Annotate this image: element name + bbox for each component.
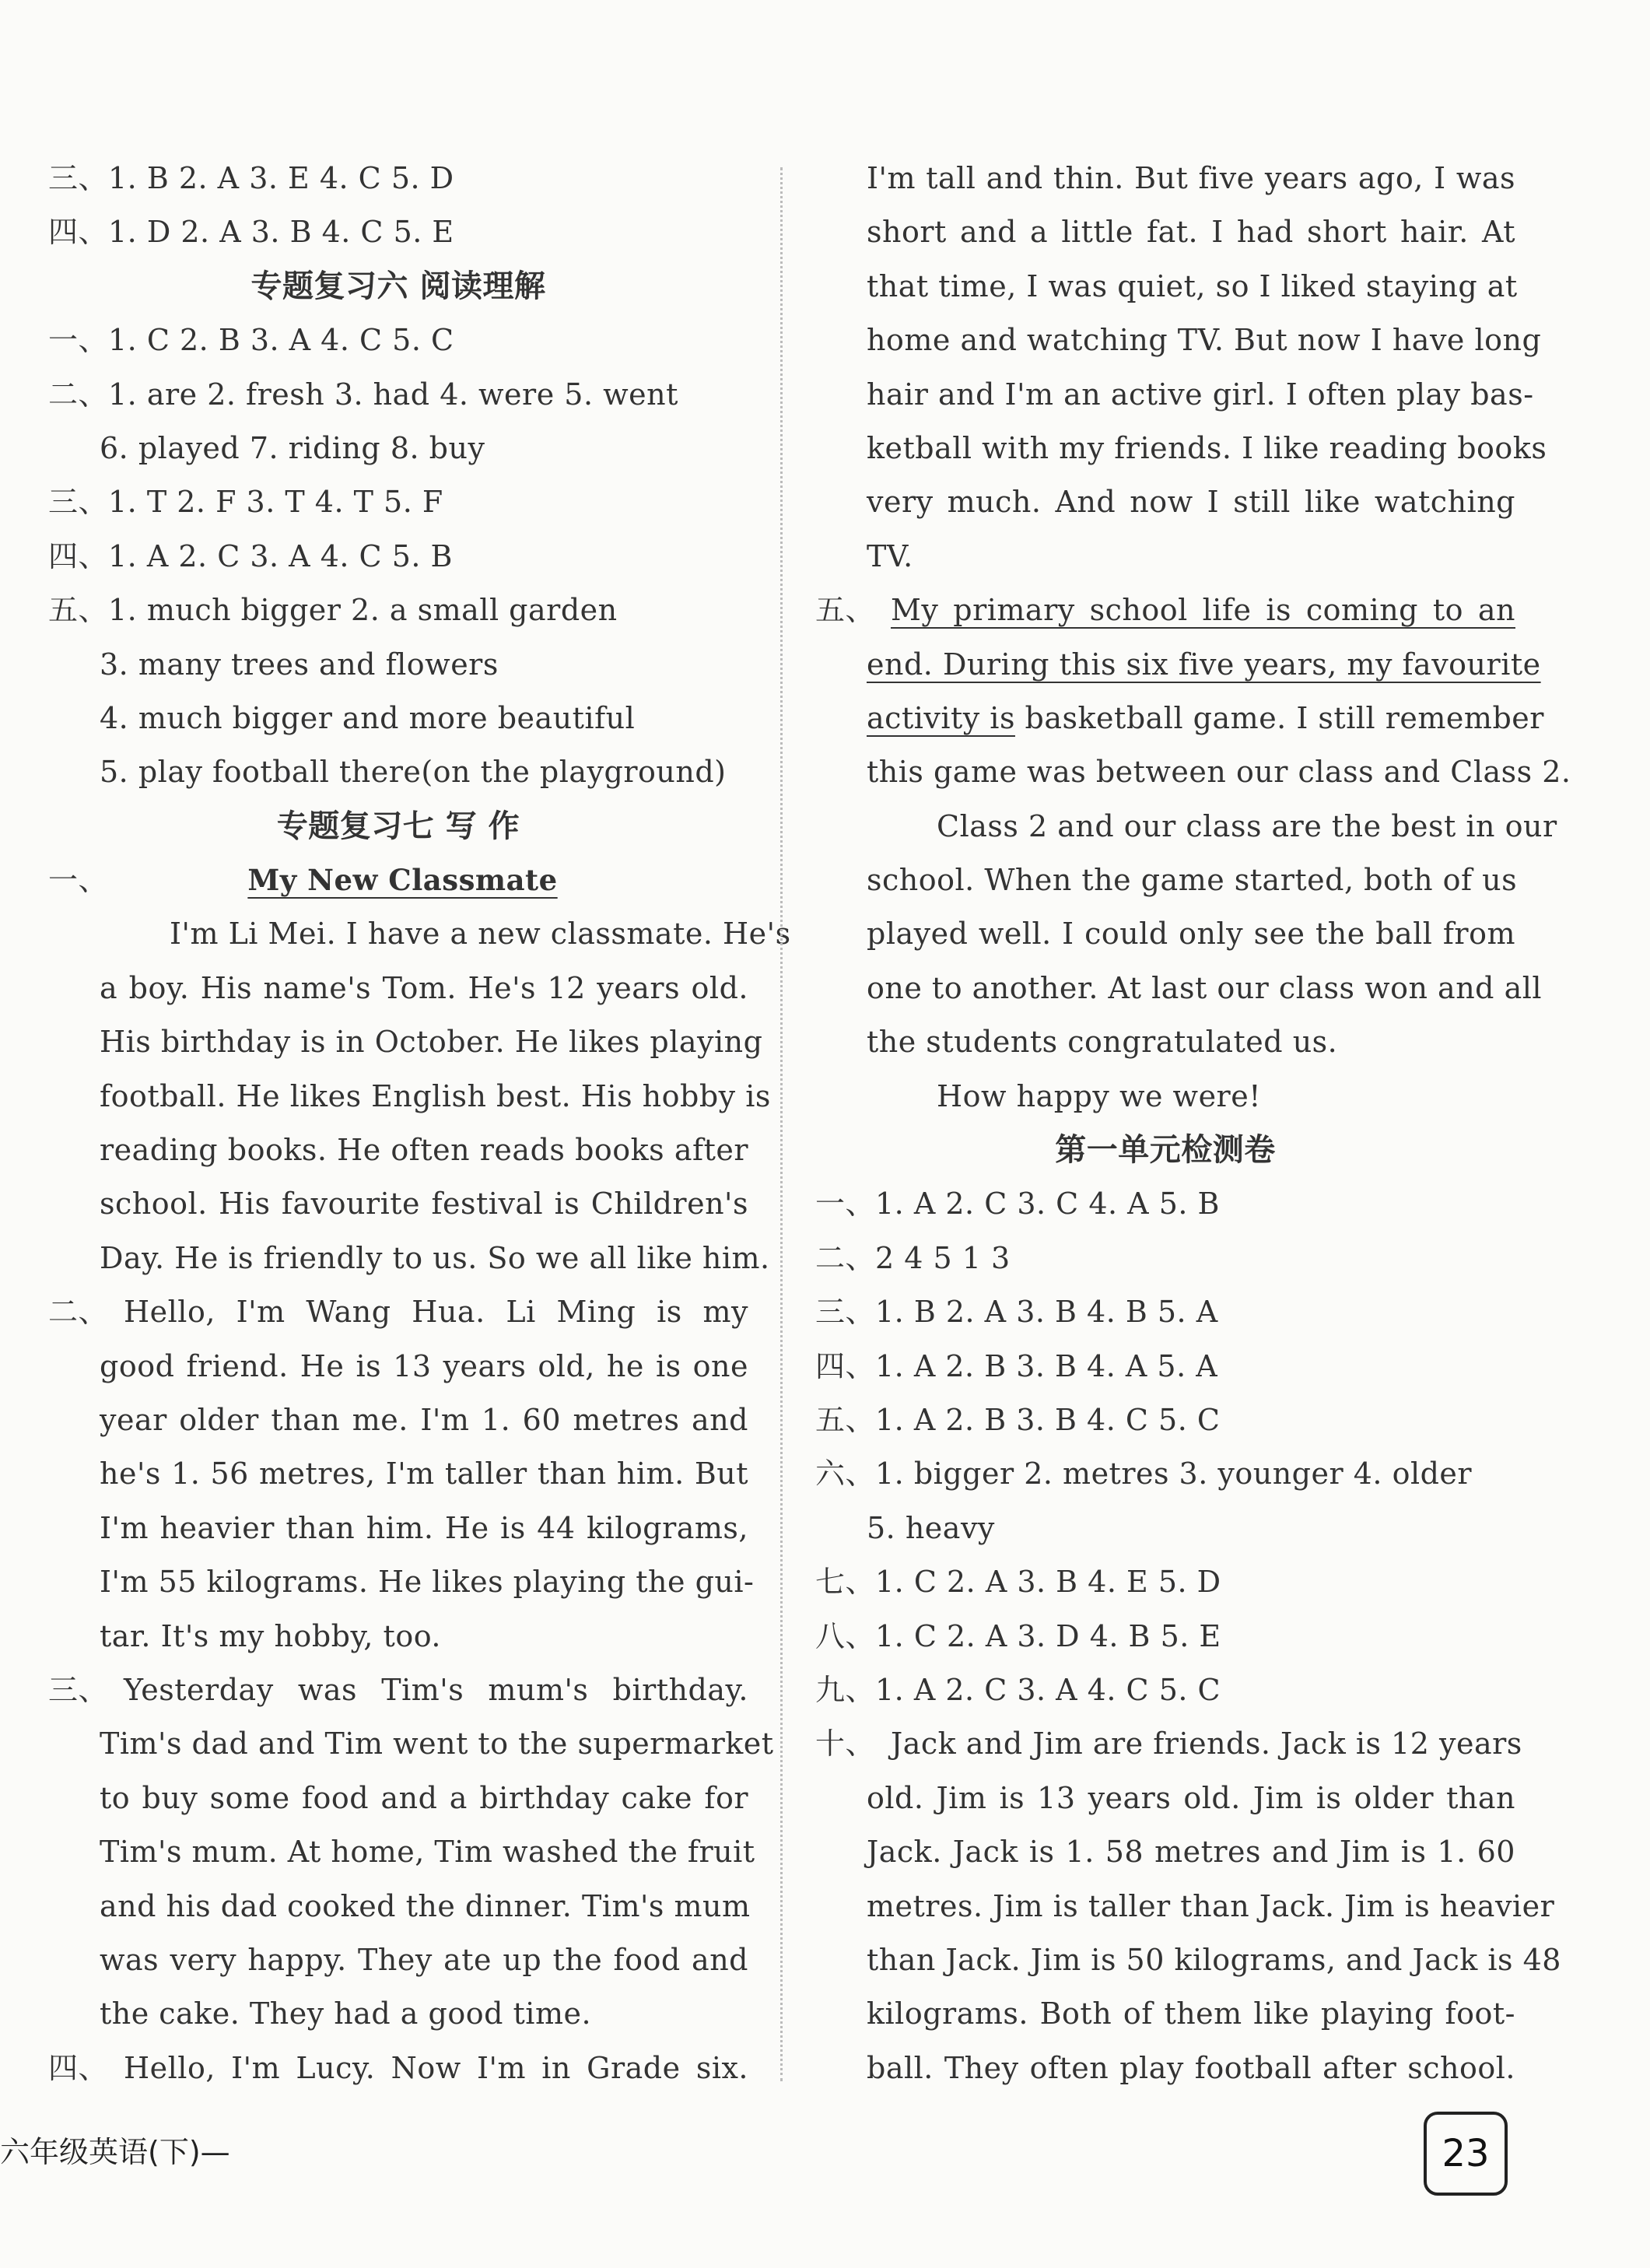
- text-line: a boy. His name's Tom. He's 12 years old.: [100, 970, 748, 1005]
- text-line: Class 2 and our class are the best in our: [937, 808, 1557, 843]
- text-line: old. Jim is 13 years old. Jim is older than: [867, 1780, 1515, 1815]
- text-line: [815, 584, 1515, 637]
- text-line: tar. It's my hobby, too.: [100, 1618, 441, 1653]
- text-line: 四、1. A 2. C 3. A 4. C 5. B: [48, 538, 453, 573]
- text-line: [48, 1663, 748, 1717]
- line-text: Hello, I'm Lucy. Now I'm in Grade six.: [124, 2050, 748, 2085]
- text-line: the students congratulated us.: [867, 1025, 1338, 1060]
- text-line: 5. play football there(on the playground): [100, 755, 727, 790]
- text-line: 三、1. T 2. F 3. T 4. T 5. F: [48, 485, 443, 520]
- text-line: than Jack. Jim is 50 kilograms, and Jack is 48: [867, 1942, 1561, 1977]
- text-line: kilograms. Both of them like playing foot-: [867, 1996, 1515, 2031]
- line-text: My New Classmate: [247, 863, 558, 898]
- line-text: Yesterday was Tim's mum's birthday.: [124, 1672, 748, 1707]
- text-line: 专题复习六 阅读理解: [250, 268, 546, 304]
- text-line: reading books. He often reads books after: [100, 1133, 748, 1168]
- text-line: 第一单元检测卷: [1055, 1132, 1276, 1169]
- text-line: ketball with my friends. I like reading books: [867, 430, 1547, 465]
- text-line: football. He likes English best. His hobby is: [100, 1078, 771, 1113]
- text-line: 5. heavy: [867, 1510, 995, 1545]
- text-line: 六、1. bigger 2. metres 3. younger 4. older: [815, 1456, 1473, 1492]
- text-line: Day. He is friendly to us. So we all like him.: [100, 1240, 770, 1275]
- text-line: 一、1. A 2. C 3. C 4. A 5. B: [815, 1187, 1220, 1222]
- text-line: short and a little fat. I had short hair. At: [867, 215, 1515, 250]
- text-line: activity is basketball game. I still remember: [867, 700, 1544, 735]
- text-line: 八、1. C 2. A 3. D 4. B 5. E: [815, 1618, 1221, 1653]
- text-line: very much. And now I still like watching: [867, 485, 1515, 520]
- text-line: 专题复习七 写 作: [276, 808, 520, 844]
- text-line: 五、1. A 2. B 3. B 4. C 5. C: [815, 1402, 1221, 1437]
- item-label: 一、: [48, 863, 109, 898]
- page-number: 23: [1424, 2112, 1508, 2196]
- text-line: 五、1. much bigger 2. a small garden: [48, 593, 618, 628]
- text-line: 七、1. C 2. A 3. B 4. E 5. D: [815, 1565, 1221, 1600]
- item-label: 十、: [815, 1726, 876, 1761]
- text-line: 三、1. B 2. A 3. B 4. B 5. A: [815, 1295, 1218, 1330]
- text-line: that time, I was quiet, so I liked staying at: [867, 268, 1518, 303]
- text-line: [48, 854, 748, 907]
- text-line: good friend. He is 13 years old, he is one: [100, 1348, 748, 1383]
- text-line: 九、1. A 2. C 3. A 4. C 5. C: [815, 1672, 1221, 1707]
- text-line: 3. many trees and flowers: [100, 647, 499, 682]
- text-line: [48, 2042, 748, 2095]
- text-line: and his dad cooked the dinner. Tim's mum: [100, 1888, 751, 1923]
- text-line: I'm 55 kilograms. He likes playing the gui-: [100, 1565, 755, 1600]
- text-line: school. When the game started, both of us: [867, 863, 1518, 898]
- text-line: I'm Li Mei. I have a new classmate. He's: [170, 917, 791, 952]
- line-text: Jack and Jim are friends. Jack is 12 years: [891, 1726, 1522, 1761]
- line-text: Hello, I'm Wang Hua. Li Ming is my: [124, 1295, 748, 1330]
- text-line: home and watching TV. But now I have long: [867, 323, 1542, 358]
- text-line: 一、1. C 2. B 3. A 4. C 5. C: [48, 323, 454, 358]
- text-line: His birthday is in October. He likes playing: [100, 1025, 763, 1060]
- text-line: 三、1. B 2. A 3. E 4. C 5. D: [48, 161, 454, 195]
- text-line: 二、1. are 2. fresh 3. had 4. were 5. went: [48, 377, 678, 412]
- column-divider: [780, 167, 783, 2081]
- text-line: [48, 1285, 748, 1339]
- item-label: 五、: [815, 593, 876, 628]
- item-label: 三、: [48, 1672, 109, 1707]
- text-line: he's 1. 56 metres, I'm taller than him. But: [100, 1456, 748, 1492]
- text-line: end. During this six five years, my favourite: [867, 647, 1541, 682]
- text-line: [815, 1717, 1522, 1771]
- text-line: to buy some food and a birthday cake for: [100, 1780, 748, 1815]
- text-line: one to another. At last our class won and all: [867, 970, 1543, 1005]
- text-line: ball. They often play football after school.: [867, 2050, 1515, 2085]
- text-line: I'm heavier than him. He is 44 kilograms,: [100, 1510, 748, 1545]
- text-line: played well. I could only see the ball from: [867, 917, 1515, 952]
- right-column: [815, 152, 1571, 2095]
- text-line: school. His favourite festival is Children's: [100, 1187, 748, 1222]
- item-label: 四、: [48, 2050, 109, 2085]
- text-line: hair and I'm an active girl. I often play bas-: [867, 377, 1534, 412]
- text-line: Tim's dad and Tim went to the supermarket: [100, 1726, 774, 1761]
- text-line: How happy we were!: [937, 1078, 1261, 1113]
- text-line: this game was between our class and Class 2.: [867, 755, 1571, 790]
- text-line: 四、1. A 2. B 3. B 4. A 5. A: [815, 1348, 1218, 1383]
- text-line: year older than me. I'm 1. 60 metres and: [100, 1402, 748, 1437]
- book-title: 六年级英语(下)—: [0, 2135, 230, 2169]
- item-label: 二、: [48, 1295, 109, 1330]
- text-line: 4. much bigger and more beautiful: [100, 700, 636, 735]
- text-line: 四、1. D 2. A 3. B 4. C 5. E: [48, 215, 454, 250]
- text-line: the cake. They had a good time.: [100, 1996, 592, 2031]
- text-line: 6. played 7. riding 8. buy: [100, 430, 485, 465]
- text-line: 二、2 4 5 1 3: [815, 1240, 1011, 1275]
- text-line: Tim's mum. At home, Tim washed the fruit: [100, 1835, 755, 1870]
- left-column: [48, 152, 791, 2095]
- text-line: metres. Jim is taller than Jack. Jim is heavier: [867, 1888, 1555, 1923]
- text-line: was very happy. They ate up the food and: [100, 1942, 748, 1977]
- text-line: TV.: [867, 538, 913, 573]
- text-line: Jack. Jack is 1. 58 metres and Jim is 1. 60: [867, 1835, 1515, 1870]
- text-line: I'm tall and thin. But five years ago, I was: [867, 161, 1515, 195]
- line-text: My primary school life is coming to an: [891, 593, 1515, 628]
